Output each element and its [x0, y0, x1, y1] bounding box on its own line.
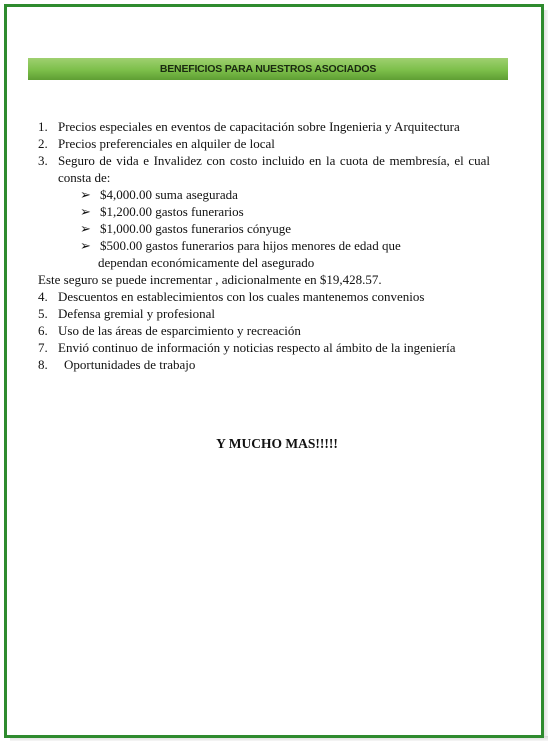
arrow-bullet-icon: ➢	[80, 221, 91, 236]
sub-item-continuation: dependan económicamente del asegurado	[98, 255, 315, 270]
sub-list-item	[80, 237, 490, 254]
item-text: Seguro de vida e Invalidez con costo incluido en la cuota de membresía, el cual consta de:	[58, 153, 490, 185]
item-text: Uso de las áreas de esparcimiento y recreación	[58, 323, 301, 338]
arrow-bullet-icon: ➢	[80, 204, 91, 219]
list-item	[38, 288, 490, 305]
closing-text: Y MUCHO MAS!!!!!	[216, 436, 338, 451]
item-number: 7.	[38, 340, 48, 355]
item-text: Defensa gremial y profesional	[58, 306, 216, 321]
item-number: 4.	[38, 289, 48, 304]
benefits-list	[38, 118, 490, 373]
item-text: Descuentos en establecimientos con los cuales mantenemos convenios	[58, 289, 425, 304]
sub-list-item	[80, 203, 490, 220]
item-number: 1.	[38, 119, 48, 134]
item-text: Envió continuo de información y noticias respecto al ámbito de la ingeniería	[58, 340, 456, 355]
item-number: 8.	[38, 357, 48, 372]
list-item	[38, 152, 490, 186]
arrow-bullet-icon: ➢	[80, 238, 91, 253]
sub-item-text: $1,000.00 gastos funerarios cónyuge	[100, 221, 291, 236]
sub-item-text: $4,000.00 suma asegurada	[100, 187, 238, 202]
list-item	[38, 339, 490, 356]
sub-list-item	[80, 220, 490, 237]
list-item	[38, 135, 490, 152]
list-item	[38, 322, 490, 339]
item-number: 3.	[38, 153, 48, 168]
list-item	[38, 118, 490, 135]
sub-item-text: $1,200.00 gastos funerarios	[100, 204, 244, 219]
item-text: Oportunidades de trabajo	[64, 357, 196, 372]
arrow-bullet-icon: ➢	[80, 187, 91, 202]
item-text: Precios especiales en eventos de capacitación sobre Ingenieria y Arquitectura	[58, 119, 460, 134]
item-number: 2.	[38, 136, 48, 151]
list-item	[38, 305, 490, 322]
item-text: Precios preferenciales en alquiler de local	[58, 136, 275, 151]
sub-item-text: $500.00 gastos funerarios para hijos menores de edad que	[100, 238, 401, 253]
list-item	[38, 356, 490, 373]
title-banner	[28, 58, 508, 80]
item-number: 6.	[38, 323, 48, 338]
banner-title: BENEFICIOS PARA NUESTROS ASOCIADOS	[159, 63, 377, 75]
item-number: 5.	[38, 306, 48, 321]
insurance-note: Este seguro se puede incrementar , adicionalmente en $19,428.57.	[38, 272, 382, 287]
sub-list-item	[80, 186, 490, 203]
